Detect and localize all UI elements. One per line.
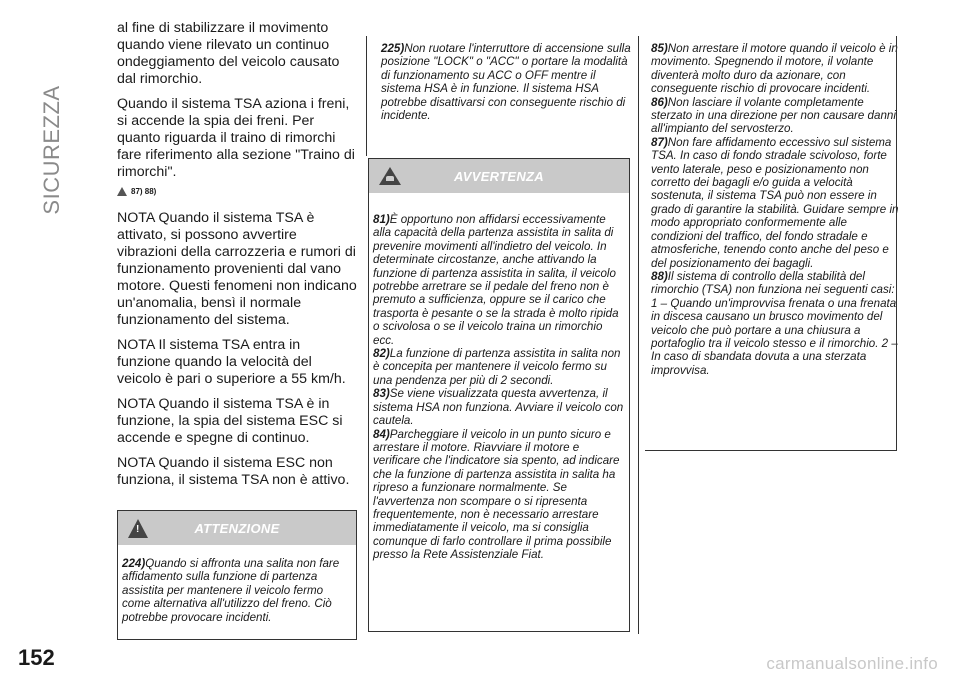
item-number: 83) [373, 387, 390, 401]
attenzione-header [118, 511, 356, 545]
note-paragraph: NOTA Quando il sistema TSA è attivato, si possono avvertire vibrazioni della carrozzeria e rumori di funzionamento provenienti dal vano motore. Questi fenomeni non indicano un'anomalia, bensì il normale funzionamento del sistema. [117, 210, 357, 328]
item-text: È opportuno non affidarsi eccessivamente alla capacità della partenza assistita in salita di prevenire movimenti all'indietro del veicolo. In determinate circostanze, anche attivando la funzione di partenza assistita in salita, il veicolo potrebbe arretrare se il pedale del freno non è premuto a sufficienza, oppure se il carico che trasporta è pesante o se la strada è molto ripida o scivolosa o se il veicolo traina un rimorchio ecc. [373, 213, 619, 347]
avvertenza-header [369, 159, 629, 193]
column-divider [638, 36, 639, 634]
item-number: 86) [651, 95, 668, 109]
note-paragraph: NOTA Il sistema TSA entra in funzione quando la velocità del veicolo è pari o superiore a 55 km/h. [117, 337, 346, 387]
item-number: 84) [373, 427, 390, 441]
attenzione-body [118, 545, 356, 624]
note-reference [117, 187, 357, 196]
page-number: 152 [18, 645, 55, 670]
item-number: 85) [651, 42, 668, 55]
note-paragraph: NOTA Quando il sistema ESC non funziona, il sistema TSA non è attivo. [117, 455, 350, 488]
item-text: Non arrestare il motore quando il veicolo è in movimento. Spegnendo il motore, il volante diventerà molto duro da azionare, con conseguente rischio di provocare incidenti. [651, 42, 898, 96]
body-paragraph: al fine di stabilizzare il movimento quando viene rilevato un continuo ondeggiamento del veicolo causato dal rimorchio. [117, 20, 340, 87]
avvertenza-body [369, 193, 629, 562]
watermark: carmanualsonline.info [766, 654, 938, 673]
caution-item [373, 387, 625, 427]
column-divider [366, 36, 367, 156]
warning-item [381, 42, 631, 122]
note-reference-numbers: 87) 88) [131, 187, 157, 196]
item-number: 224) [122, 557, 146, 570]
warning-triangle-icon [117, 187, 127, 196]
item-text: Il sistema di controllo della stabilità del rimorchio (TSA) non funziona nei seguenti casi: 1 – Quando un'improvvisa frenata o una frenata in discesa causano un brusco movimento del veicolo che può portare a una chiusura a portafoglio tra il veicolo stesso e il rimorchio. 2 – In caso di sbandata dovuta a una sterzata improvvisa. [651, 269, 898, 377]
caution-item [373, 428, 625, 562]
item-text: Quando si affronta una salita non fare affidamento sulla funzione di partenza assistita per mantenere il veicolo fermo come alternativa all'utilizzo del freno. Ciò potrebbe provocare incidenti. [122, 557, 340, 624]
warning-item [122, 557, 352, 624]
caution-item [373, 213, 625, 347]
section-title-vertical: SICUREZZA [39, 85, 64, 215]
item-text: Parcheggiare il veicolo in un punto sicuro e arrestare il motore. Riavviare il motore e verificare che l'indicatore sia spento, ad indicare che la funzione di partenza assistita in salita ha ripreso a funzionare normalmente. Se l'avvertenza non scompare o si ripresenta frequentemente, non è necessario arrestare immediatamente il veicolo, ma si consiglia comunque di farlo controllare il prima possibile presso la Rete Assistenziale Fiat. [373, 427, 620, 562]
attenzione-title: ATTENZIONE [194, 520, 280, 536]
item-text: Non fare affidamento eccessivo sul sistema TSA. In caso di fondo stradale scivoloso, forte vento laterale, peso e posizionamento non corretto dei bagagli e/o guida a velocità sostenuta, il sistema TSA può non essere in grado di garantire la stabilità. Guidare sempre in modo appropriato conformemente alle condizioni del traffico, del fondo stradale e atmosferiche, tenendo conto anche del peso e del posizionamento dei bagagli. [651, 135, 899, 270]
attenzione-box [117, 510, 357, 640]
body-paragraph: Quando il sistema TSA aziona i freni, si accende la spia dei freni. Per quanto riguarda il traino di rimorchi fare riferimento alla sezione "Traino di rimorchi". [117, 96, 355, 180]
item-text: Non lasciare il volante completamente sterzato in una direzione per non causare danni all'impianto del servosterzo. [651, 95, 896, 136]
item-text: Non ruotare l'interruttore di accensione sulla posizione "LOCK" o "ACC" o portare la modalità di funzionamento su ACC o OFF mentre il sistema HSA è in funzione. Il sistema HSA potrebbe disattivarsi con conseguente rischio di incidente. [381, 42, 631, 123]
caution-frame [645, 36, 897, 451]
avvertenza-box [368, 158, 630, 632]
main-text-column [117, 20, 357, 497]
item-number: 82) [373, 347, 390, 361]
item-number: 81) [373, 213, 390, 226]
warning-continuation [381, 42, 631, 122]
item-number: 88) [651, 269, 668, 283]
caution-item [373, 347, 625, 387]
item-number: 87) [651, 135, 668, 149]
item-number: 225) [381, 42, 405, 55]
item-text: La funzione di partenza assistita in salita non è concepita per mantenere il veicolo fermo su una pendenza per più di 2 secondi. [373, 347, 621, 387]
note-paragraph: NOTA Quando il sistema TSA è in funzione, la spia del sistema ESC si accende e spegne di continuo. [117, 396, 343, 446]
item-text: Se viene visualizzata questa avvertenza, il sistema HSA non funziona. Avviare il veicolo con cautela. [373, 387, 624, 428]
caution-continuation [651, 42, 899, 377]
avvertenza-title: AVVERTENZA [454, 168, 544, 184]
